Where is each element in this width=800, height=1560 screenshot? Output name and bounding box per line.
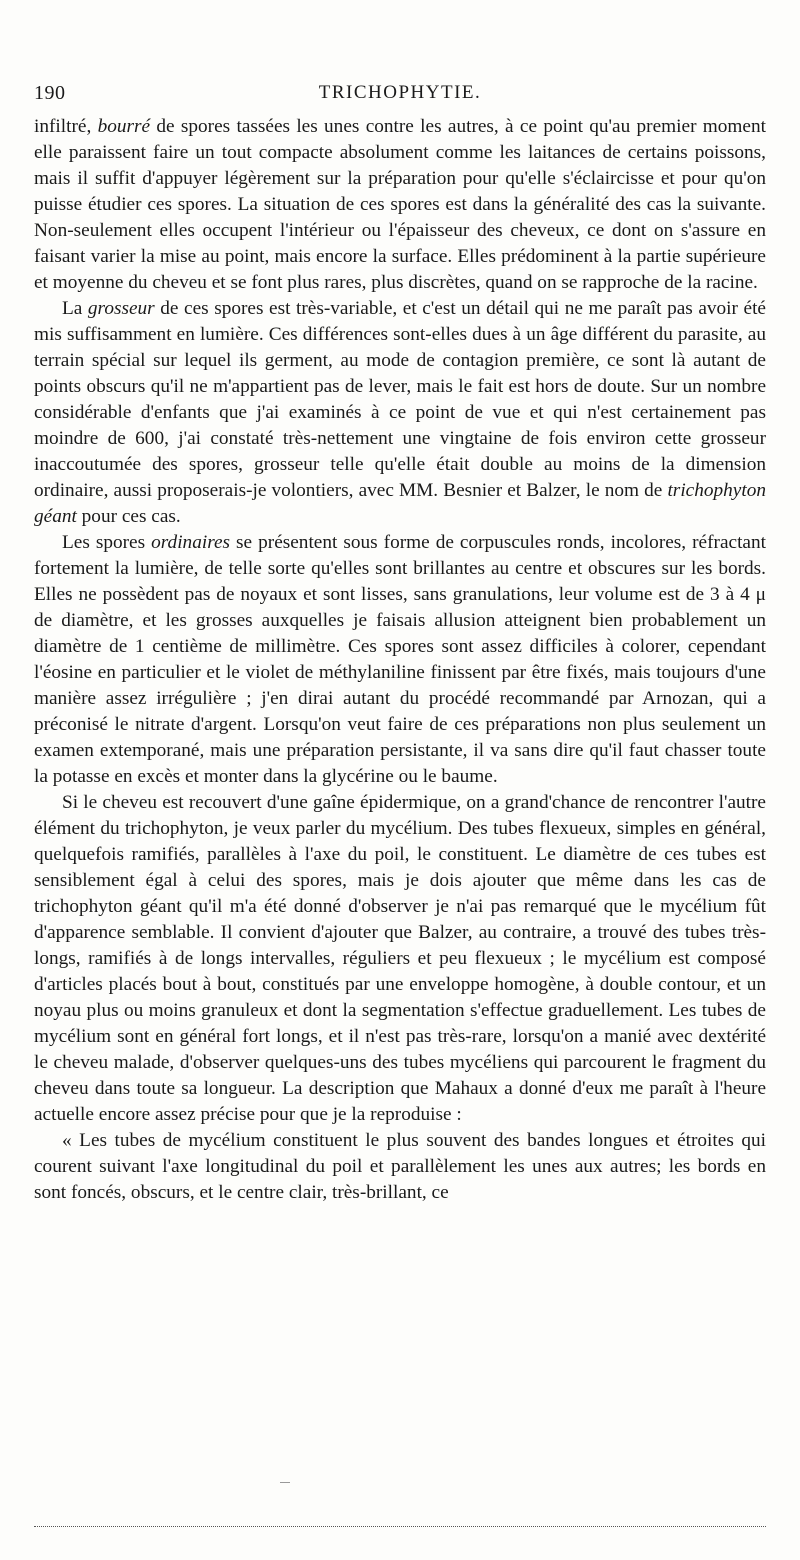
text-run: Les spores <box>62 532 152 553</box>
body-text <box>34 114 766 1206</box>
text-run: « Les tubes de mycélium constituent le plus souvent des bandes longues et étroites qui courent suivant l'axe longitudinal du poil et parallèlement les unes aux autres; les bords en sont foncés, obscurs, et le centre clair, très-brillant, ce <box>34 1130 766 1203</box>
page-number: 190 <box>34 82 66 104</box>
paragraph <box>34 530 766 790</box>
paragraph <box>34 296 766 530</box>
text-run: La <box>62 298 88 319</box>
italic-term: ordinaires <box>151 532 231 553</box>
italic-term: trichophyton géant <box>34 480 766 527</box>
paragraph <box>34 790 766 1128</box>
text-run: de ces spores est très-variable, et c'est un détail qui ne me paraît pas avoir été mis suffisamment en lumière. Ces différences sont-elles dues à un âge différent du parasite, au terrain spécial sur lequel ils germent, au mode de contagion première, ce sont là autant de points obscurs qu'il ne m'appartient pas de lever, mais le fait est hors de doute. Sur un nombre considérable d'enfants que j'ai examinés à ce point de vue et qui n'est certainement pas moindre de 600, j'ai constaté très-nettement une vingtaine de fois environ cette grosseur inaccoutumée des spores, grosseur telle qu'elle était double au moins de la dimension ordinaire, aussi proposerais-je volontiers, avec MM. Besnier et Balzer, le nom de <box>34 298 766 501</box>
page-header <box>34 82 766 110</box>
ink-mark <box>280 1482 290 1483</box>
italic-term: grosseur <box>87 298 155 319</box>
dotted-footer-rule <box>34 1526 766 1527</box>
text-run: pour ces cas. <box>76 506 181 527</box>
running-title: TRICHOPHYTIE. <box>318 82 482 103</box>
text-run: de spores tassées les unes contre les autres, à ce point qu'au premier moment elle paraissent faire un tout compacte absolument comme les laitances de certains poissons, mais il suffit d'appuyer légèrement sur la préparation pour qu'elle s'éclaircisse et pour qu'on puisse étudier ces spores. La situation de ces spores est dans la généralité des cas la suivante. Non-seulement elles occupent l'intérieur ou l'épaisseur des cheveux, ce dont on s'assure en faisant varier la mise au point, mais encore la surface. Elles prédominent à la partie supérieure et moyenne du cheveu et se font plus rares, plus discrètes, quand on se rapproche de la racine. <box>34 116 766 293</box>
text-run: se présentent sous forme de corpuscules ronds, incolores, réfractant fortement la lumière, de telle sorte qu'elles sont brillantes au centre et obscures sur les bords. Elles ne possèdent pas de noyaux et sont lisses, sans granulations, leur volume est de 3 à 4 μ de diamètre, et les grosses auxquelles je faisais allusion atteignent bien probablement un diamètre de 1 centième de millimètre. Ces spores sont assez difficiles à colorer, cependant l'éosine en particulier et le violet de méthylaniline finissent par être fixés, mais toujours d'une manière assez irrégulière ; j'en dirai autant du procédé recommandé par Arnozan, qui a préconisé le nitrate d'argent. Lorsqu'on veut faire de ces préparations non plus seulement un examen extemporané, mais une préparation persistante, il va sans dire qu'il faut chasser toute la potasse en excès et monter dans la glycérine ou le baume. <box>34 532 766 787</box>
paragraph <box>34 114 766 296</box>
paragraph <box>34 1128 766 1206</box>
text-run: Si le cheveu est recouvert d'une gaîne épidermique, on a grand'chance de rencontrer l'autre élément du trichophyton, je veux parler du mycélium. Des tubes flexueux, simples en général, quelquefois ramifiés, parallèles à l'axe du poil, le constituent. Le diamètre de ces tubes est sensiblement égal à celui des spores, mais je dois ajouter que même dans les cas de trichophyton géant qu'il m'a été donné d'observer je n'ai pas remarqué que le mycélium fût d'apparence semblable. Il convient d'ajouter que Balzer, au contraire, a trouvé des tubes très-longs, ramifiés à de longs intervalles, réguliers et peu flexueux ; le mycélium est composé d'articles placés bout à bout, constitués par une enveloppe homogène, à double contour, et un noyau plus ou moins granuleux et dont la segmentation s'effectue graduellement. Les tubes de mycélium sont en général fort longs, et il n'est pas très-rare, lorsqu'on a manié avec dextérité le cheveu malade, d'observer quelques-uns des tubes mycéliens qui parcourent le fragment du cheveu dans toute sa longueur. La description que Mahaux a donné d'eux me paraît à l'heure actuelle encore assez précise pour que je la reproduise : <box>34 792 766 1125</box>
text-run: infiltré, <box>34 116 98 137</box>
italic-term: bourré <box>97 116 151 137</box>
